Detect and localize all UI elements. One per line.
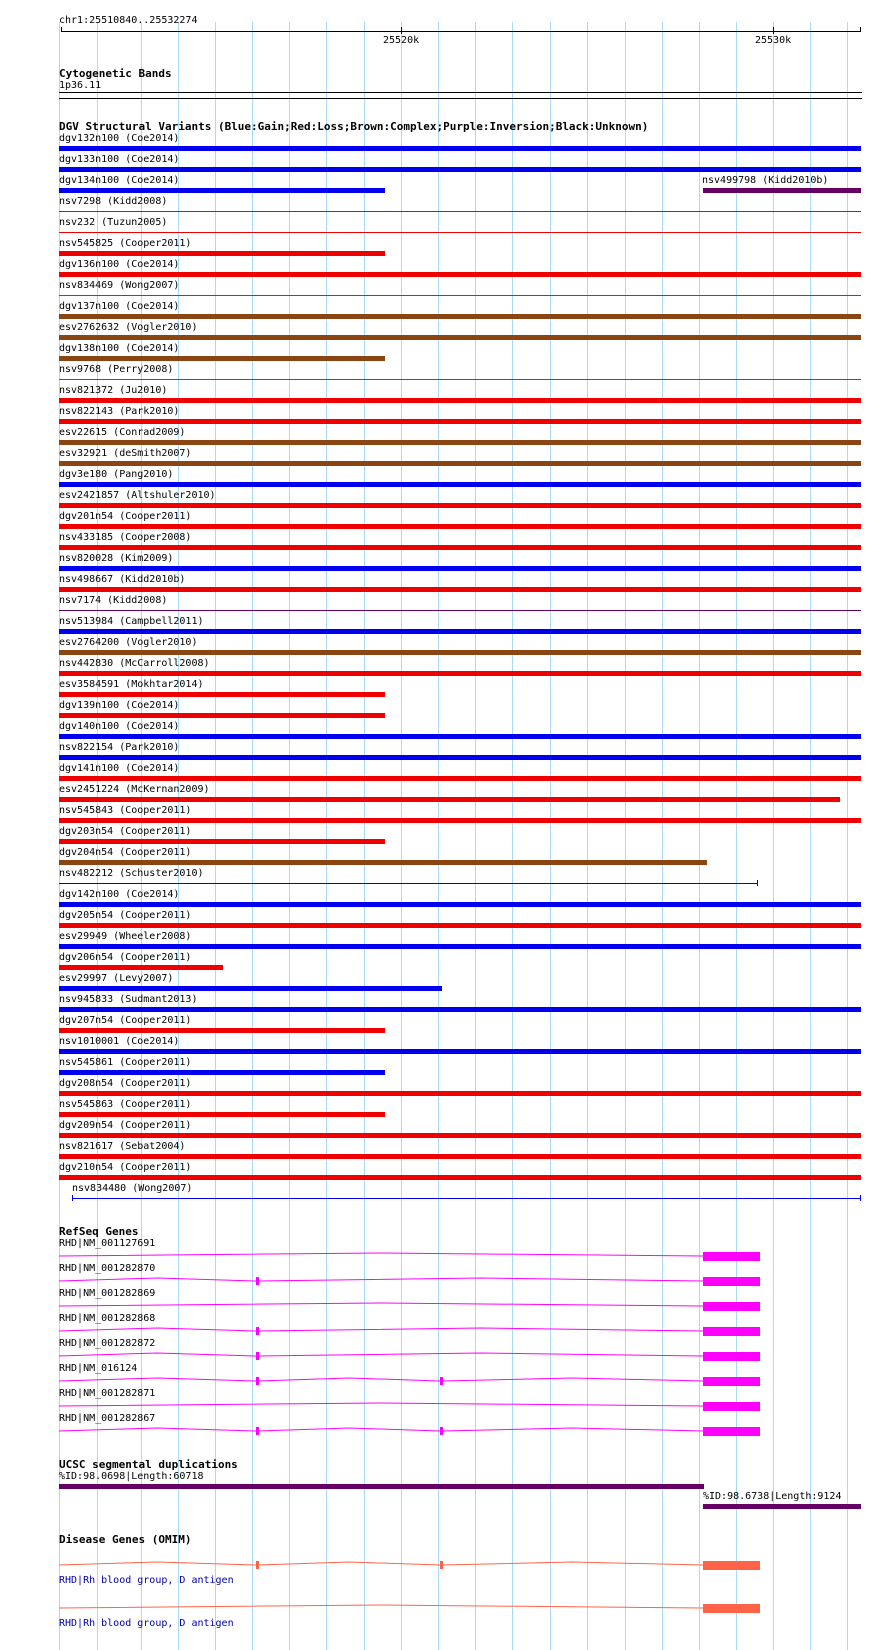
- dgv-feature-label[interactable]: dgv203n54 (Cooper2011): [59, 826, 192, 837]
- dgv-feature-label[interactable]: esv2421857 (Altshuler2010): [59, 490, 216, 501]
- dgv-feature-bar[interactable]: [59, 818, 861, 823]
- dgv-feature-bar[interactable]: [59, 1007, 861, 1012]
- dgv-feature-bar[interactable]: [72, 1198, 861, 1199]
- refseq-gene-label[interactable]: RHD|NM_001282870: [59, 1263, 156, 1274]
- dgv-feature-label[interactable]: nsv482212 (Schuster2010): [59, 868, 204, 879]
- dgv-feature-bar[interactable]: [59, 503, 861, 508]
- refseq-gene-label[interactable]: RHD|NM_001282867: [59, 1413, 156, 1424]
- exon-block[interactable]: [703, 1277, 760, 1286]
- dgv-feature-bar[interactable]: [59, 1049, 861, 1054]
- segdup-bar[interactable]: [59, 1484, 704, 1489]
- exon-block[interactable]: [703, 1604, 760, 1613]
- cytoband-label[interactable]: 1p36.11: [59, 80, 102, 91]
- ruler-label-25530k: 25530k: [755, 35, 792, 46]
- dgv-feature-bar[interactable]: [59, 986, 442, 991]
- dgv-feature-label[interactable]: nsv513984 (Campbell2011): [59, 616, 204, 627]
- position-label: chr1:25510840..25532274: [59, 15, 198, 26]
- dgv-feature-bar[interactable]: [59, 1154, 861, 1159]
- dgv-feature-bar[interactable]: [59, 776, 861, 781]
- dgv-feature-bar[interactable]: [59, 314, 861, 319]
- dgv-feature-label[interactable]: dgv141n100 (Coe2014): [59, 763, 180, 774]
- exon-block[interactable]: [256, 1352, 259, 1360]
- refseq-gene-model[interactable]: [0, 1349, 890, 1363]
- dgv-feature-bar[interactable]: [59, 295, 861, 296]
- dgv-feature-label[interactable]: dgv134n100 (Coe2014): [59, 175, 180, 186]
- dgv-feature-label[interactable]: nsv545843 (Cooper2011): [59, 805, 192, 816]
- dgv-feature-bar[interactable]: [59, 755, 861, 760]
- dgv-feature-label[interactable]: nsv821372 (Ju2010): [59, 385, 168, 396]
- exon-block[interactable]: [440, 1561, 443, 1569]
- exon-block[interactable]: [440, 1377, 443, 1385]
- refseq-gene-label[interactable]: RHD|NM_016124: [59, 1363, 138, 1374]
- dgv-feature-label[interactable]: dgv201n54 (Cooper2011): [59, 511, 192, 522]
- dgv-feature-label[interactable]: nsv834480 (Wong2007): [72, 1183, 193, 1194]
- segdup-label[interactable]: %ID:98.0698|Length:60718: [59, 1471, 204, 1482]
- dgv-feature-label[interactable]: dgv3e180 (Pang2010): [59, 469, 174, 480]
- dgv-feature-label[interactable]: nsv821617 (Sebat2004): [59, 1141, 186, 1152]
- dgv-feature-label[interactable]: nsv442830 (McCarroll2008): [59, 658, 210, 669]
- omim-gene-model[interactable]: [0, 1558, 890, 1572]
- refseq-track-title: RefSeq Genes: [59, 1225, 139, 1238]
- ruler-line: [61, 31, 861, 32]
- dgv-feature-bar[interactable]: [59, 1133, 861, 1138]
- dgv-feature-bar[interactable]: [59, 692, 385, 697]
- exon-block[interactable]: [703, 1561, 760, 1570]
- exon-block[interactable]: [703, 1327, 760, 1336]
- dgv-feature-bar[interactable]: [59, 379, 861, 380]
- dgv-feature-bar[interactable]: [59, 419, 861, 424]
- dgv-feature-bar[interactable]: [59, 1175, 861, 1180]
- segdup-label[interactable]: %ID:98.6738|Length:9124: [703, 1491, 842, 1502]
- refseq-gene-model[interactable]: [0, 1249, 890, 1263]
- ruler-label-25520k: 25520k: [383, 35, 420, 46]
- omim-gene-link[interactable]: RHD|Rh blood group, D antigen: [59, 1575, 234, 1586]
- dgv-feature-label[interactable]: nsv822143 (Park2010): [59, 406, 180, 417]
- refseq-gene-model[interactable]: [0, 1299, 890, 1313]
- dgv-feature-bar[interactable]: [59, 1028, 385, 1033]
- dgv-feature-bar[interactable]: [59, 146, 861, 151]
- exon-block[interactable]: [440, 1427, 443, 1435]
- dgv-feature-end-tick: [72, 1195, 73, 1201]
- dgv-feature-bar[interactable]: [59, 566, 861, 571]
- ruler-tick: [61, 27, 62, 32]
- dgv-feature-bar[interactable]: [59, 188, 385, 193]
- dgv-feature-bar[interactable]: [59, 944, 861, 949]
- cytoband-track-title: Cytogenetic Bands: [59, 67, 172, 80]
- exon-block[interactable]: [703, 1252, 760, 1261]
- dgv-feature-label[interactable]: esv32921 (deSmith2007): [59, 448, 192, 459]
- dgv-feature-label[interactable]: dgv142n100 (Coe2014): [59, 889, 180, 900]
- exon-block[interactable]: [703, 1377, 760, 1386]
- dgv-feature-bar[interactable]: [59, 167, 861, 172]
- exon-block[interactable]: [703, 1302, 760, 1311]
- dgv-feature-bar[interactable]: [59, 272, 861, 277]
- dgv-feature-label[interactable]: esv2451224 (McKernan2009): [59, 784, 210, 795]
- dgv-feature-bar[interactable]: [59, 713, 385, 718]
- exon-block[interactable]: [703, 1352, 760, 1361]
- dgv-feature-label[interactable]: esv22615 (Conrad2009): [59, 427, 186, 438]
- dgv-feature-bar[interactable]: [59, 629, 861, 634]
- dgv-feature-label[interactable]: nsv834469 (Wong2007): [59, 280, 180, 291]
- exon-block[interactable]: [256, 1561, 259, 1569]
- ruler-major-tick: [773, 27, 774, 34]
- dgv-feature-label[interactable]: dgv208n54 (Cooper2011): [59, 1078, 192, 1089]
- dgv-feature-label[interactable]: dgv209n54 (Cooper2011): [59, 1120, 192, 1131]
- segdup-track-title: UCSC segmental duplications: [59, 1458, 238, 1471]
- dgv-feature-label[interactable]: dgv132n100 (Coe2014): [59, 133, 180, 144]
- dgv-feature-label[interactable]: nsv499798 (Kidd2010b): [702, 175, 829, 186]
- dgv-feature-end-tick: [757, 880, 758, 886]
- omim-gene-link[interactable]: RHD|Rh blood group, D antigen: [59, 1618, 234, 1629]
- dgv-feature-label[interactable]: esv29997 (Levy2007): [59, 973, 174, 984]
- refseq-gene-label[interactable]: RHD|NM_001282872: [59, 1338, 156, 1349]
- refseq-gene-model[interactable]: [0, 1399, 890, 1413]
- refseq-gene-label[interactable]: RHD|NM_001127691: [59, 1238, 156, 1249]
- dgv-feature-bar[interactable]: [59, 545, 861, 550]
- refseq-gene-model[interactable]: [0, 1374, 890, 1388]
- dgv-feature-label[interactable]: esv2764200 (Vogler2010): [59, 637, 198, 648]
- dgv-feature-bar[interactable]: [59, 398, 861, 403]
- dgv-feature-bar[interactable]: [59, 356, 385, 361]
- exon-block[interactable]: [256, 1427, 259, 1435]
- dgv-feature-label[interactable]: esv2762632 (Vogler2010): [59, 322, 198, 333]
- dgv-feature-label[interactable]: nsv545863 (Cooper2011): [59, 1099, 192, 1110]
- dgv-feature-label[interactable]: nsv1010001 (Coe2014): [59, 1036, 180, 1047]
- dgv-feature-label[interactable]: dgv137n100 (Coe2014): [59, 301, 180, 312]
- dgv-feature-label[interactable]: dgv210n54 (Cooper2011): [59, 1162, 192, 1173]
- ruler-tick: [860, 27, 861, 32]
- dgv-feature-label[interactable]: dgv206n54 (Cooper2011): [59, 952, 192, 963]
- dgv-feature-label[interactable]: esv3584591 (Mokhtar2014): [59, 679, 204, 690]
- dgv-feature-bar[interactable]: [59, 440, 861, 445]
- dgv-feature-label[interactable]: nsv7174 (Kidd2008): [59, 595, 168, 606]
- dgv-feature-bar[interactable]: [59, 251, 385, 256]
- dgv-feature-bar[interactable]: [59, 482, 861, 487]
- dgv-feature-bar[interactable]: [59, 587, 861, 592]
- dgv-feature-bar[interactable]: [59, 650, 861, 655]
- omim-gene-model[interactable]: [0, 1601, 890, 1615]
- dgv-feature-label[interactable]: dgv133n100 (Coe2014): [59, 154, 180, 165]
- refseq-gene-model[interactable]: [0, 1424, 890, 1438]
- dgv-feature-bar[interactable]: [59, 461, 861, 466]
- dgv-feature-bar[interactable]: [59, 797, 840, 802]
- dgv-feature-label[interactable]: nsv232 (Tuzun2005): [59, 217, 168, 228]
- dgv-feature-label[interactable]: dgv205n54 (Cooper2011): [59, 910, 192, 921]
- dgv-feature-bar[interactable]: [59, 923, 861, 928]
- dgv-feature-label[interactable]: esv29949 (Wheeler2008): [59, 931, 192, 942]
- exon-block[interactable]: [703, 1427, 760, 1436]
- refseq-gene-label[interactable]: RHD|NM_001282871: [59, 1388, 156, 1399]
- exon-block[interactable]: [256, 1277, 259, 1285]
- refseq-gene-label[interactable]: RHD|NM_001282869: [59, 1288, 156, 1299]
- dgv-feature-label[interactable]: dgv140n100 (Coe2014): [59, 721, 180, 732]
- refseq-gene-model[interactable]: [0, 1324, 890, 1338]
- dgv-feature-label[interactable]: nsv545861 (Cooper2011): [59, 1057, 192, 1068]
- dgv-feature-bar[interactable]: [59, 211, 861, 212]
- dgv-feature-bar[interactable]: [59, 902, 861, 907]
- dgv-feature-label[interactable]: nsv545825 (Cooper2011): [59, 238, 192, 249]
- dgv-feature-bar[interactable]: [59, 965, 223, 970]
- dgv-track-title: DGV Structural Variants (Blue:Gain;Red:Loss;Brown:Complex;Purple:Inversion;Black:Unknown): [59, 120, 649, 133]
- cytoband-bar-bottom[interactable]: [59, 98, 862, 99]
- dgv-feature-label[interactable]: nsv945833 (Sudmant2013): [59, 994, 198, 1005]
- dgv-feature-bar[interactable]: [703, 188, 861, 193]
- dgv-feature-label[interactable]: dgv139n100 (Coe2014): [59, 700, 180, 711]
- dgv-feature-label[interactable]: nsv7298 (Kidd2008): [59, 196, 168, 207]
- dgv-feature-bar[interactable]: [59, 1091, 861, 1096]
- dgv-feature-bar[interactable]: [59, 883, 758, 884]
- ruler-major-tick: [401, 27, 402, 34]
- exon-block[interactable]: [256, 1327, 259, 1335]
- dgv-feature-end-tick: [860, 1195, 861, 1201]
- exon-block[interactable]: [703, 1402, 760, 1411]
- dgv-feature-label[interactable]: nsv433185 (Cooper2008): [59, 532, 192, 543]
- dgv-feature-label[interactable]: dgv204n54 (Cooper2011): [59, 847, 192, 858]
- omim-track-title: Disease Genes (OMIM): [59, 1533, 192, 1546]
- dgv-feature-bar[interactable]: [59, 734, 861, 739]
- dgv-feature-label[interactable]: dgv138n100 (Coe2014): [59, 343, 180, 354]
- dgv-feature-bar[interactable]: [59, 1070, 385, 1075]
- dgv-feature-bar[interactable]: [59, 860, 707, 865]
- dgv-feature-bar[interactable]: [59, 610, 861, 611]
- dgv-feature-label[interactable]: nsv822154 (Park2010): [59, 742, 180, 753]
- cytoband-bar-top[interactable]: [59, 92, 862, 93]
- refseq-gene-model[interactable]: [0, 1274, 890, 1288]
- dgv-feature-label[interactable]: nsv9768 (Perry2008): [59, 364, 174, 375]
- exon-block[interactable]: [256, 1377, 259, 1385]
- dgv-feature-bar[interactable]: [59, 1112, 385, 1117]
- dgv-feature-bar[interactable]: [59, 839, 385, 844]
- dgv-feature-bar[interactable]: [59, 232, 861, 233]
- dgv-feature-label[interactable]: nsv498667 (Kidd2010b): [59, 574, 186, 585]
- dgv-feature-bar[interactable]: [59, 335, 861, 340]
- refseq-gene-label[interactable]: RHD|NM_001282868: [59, 1313, 156, 1324]
- dgv-feature-label[interactable]: dgv207n54 (Cooper2011): [59, 1015, 192, 1026]
- dgv-feature-label[interactable]: nsv820028 (Kim2009): [59, 553, 174, 564]
- dgv-feature-label[interactable]: dgv136n100 (Coe2014): [59, 259, 180, 270]
- segdup-bar[interactable]: [703, 1504, 861, 1509]
- dgv-feature-bar[interactable]: [59, 524, 861, 529]
- dgv-feature-bar[interactable]: [59, 671, 861, 676]
